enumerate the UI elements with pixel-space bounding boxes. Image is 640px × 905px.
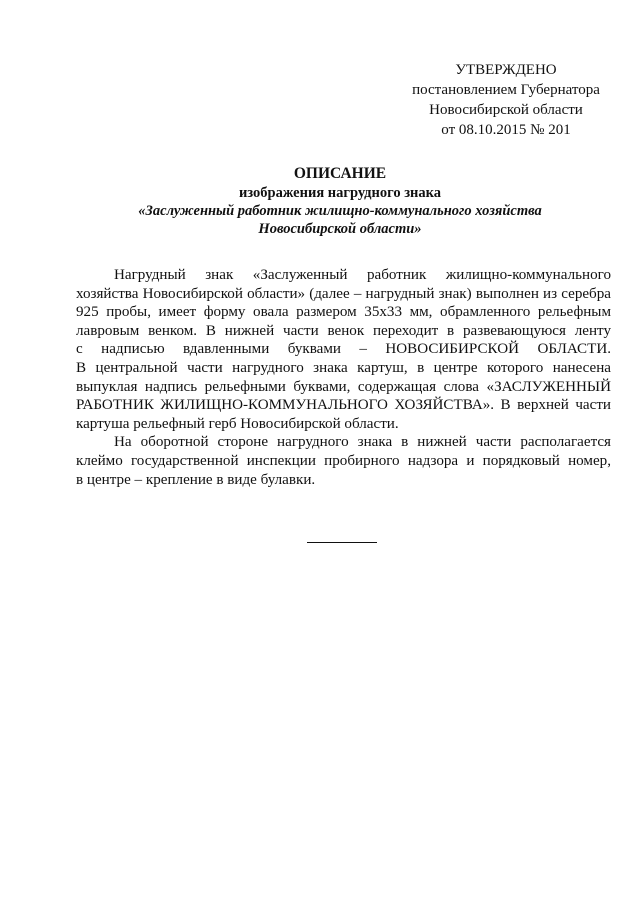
paragraph-description: [76, 266, 611, 433]
title-subtitle: изображения нагрудного знака: [238, 185, 442, 201]
approval-stamp: [380, 60, 632, 140]
text-line: картуша рельефный герб Новосибирской области.: [76, 415, 399, 432]
text-line: РАБОТНИК ЖИЛИЩНО-КОММУНАЛЬНОГО ХОЗЯЙСТВА». В верхней части: [76, 397, 611, 414]
text-line: 925 пробы, имеет форму овала размером 35х33 мм, обрамленного рельефным: [76, 304, 611, 321]
text-line: В центральной части нагрудного знака картуш, в центре которого нанесена: [76, 359, 611, 376]
approval-date-number: от 08.10.2015 № 201: [441, 122, 571, 138]
approval-region: Новосибирской области: [429, 102, 583, 118]
text-line: хозяйства Новосибирской области» (далее – нагрудный знак) выполнен из серебра: [76, 285, 611, 302]
document-title: [40, 164, 640, 238]
text-line: На оборотной стороне нагрудного знака в нижней части располагается: [114, 434, 611, 451]
closing-separator-line: [307, 542, 377, 543]
text-line: лавровым венком. В нижней части венок переходит в развевающуюся ленту: [76, 322, 611, 339]
title-main: ОПИСАНИЕ: [293, 165, 387, 182]
badge-name-line-2: Новосибирской области»: [258, 221, 422, 237]
approval-authority: постановлением Губернатора: [412, 82, 600, 98]
text-line: выпуклая надпись рельефными буквами, содержащая слова «ЗАСЛУЖЕННЫЙ: [76, 378, 611, 395]
document-body: [76, 266, 611, 489]
text-line: с надписью вдавленными буквами – НОВОСИБИРСКОЙ ОБЛАСТИ.: [76, 341, 611, 358]
paragraph-reverse-side: [76, 433, 611, 489]
text-line: Нагрудный знак «Заслуженный работник жилищно-коммунального: [114, 267, 611, 283]
text-line: в центре – крепление в виде булавки.: [76, 471, 316, 488]
approval-heading: УТВЕРЖДЕНО: [455, 62, 557, 78]
badge-name-line-1: «Заслуженный работник жилищно-коммунального хозяйства: [138, 203, 542, 219]
text-line: клеймо государственной инспекции пробирного надзора и порядковый номер,: [76, 452, 611, 469]
